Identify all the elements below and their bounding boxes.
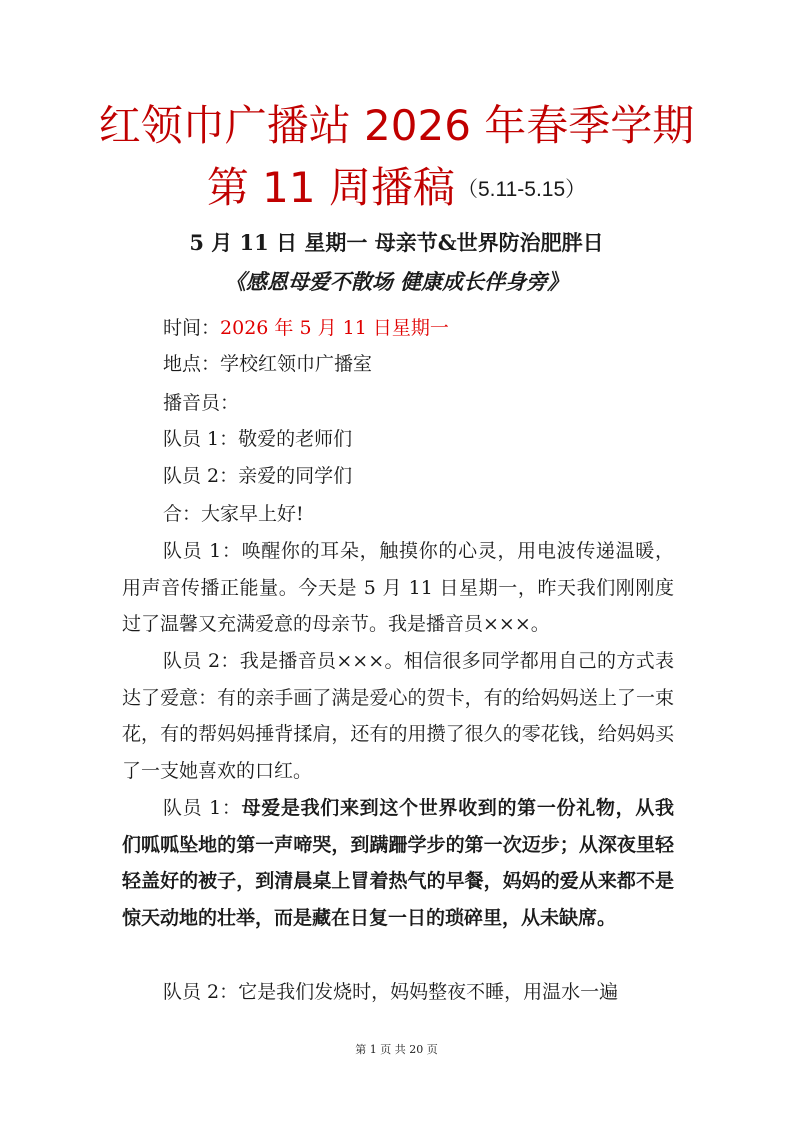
theme-heading: 《感恩母爱不散场 健康成长伴身旁》 (224, 269, 569, 294)
member1-greeting: 队员 1：敬爱的老师们 (163, 428, 353, 450)
time-line (163, 310, 449, 346)
paragraph-2: 队员 2：我是播音员×××。相信很多同学都用自己的方式表达了爱意：有的亲手画了满是爱心的贺卡，有的给妈妈送上了一束花，有的帮妈妈捶背揉肩，还有的用攒了很久的零花钱，给妈妈买了一支她喜欢的口红。 (122, 650, 674, 782)
document-title-line-2 (0, 162, 793, 216)
paragraph-4: 队员 2：它是我们发烧时，妈妈整夜不睡，用温水一遍 (163, 981, 619, 1003)
date-heading: 5 月 11 日 星期一 母亲节&世界防治肥胖日 (189, 230, 604, 255)
week-title: 第 11 周播稿 (206, 163, 455, 212)
paragraph-3-speaker: 队员 1： (163, 797, 242, 819)
member2-greeting: 队员 2：亲爱的同学们 (163, 465, 353, 487)
time-label: 时间： (163, 317, 221, 339)
paragraph-1: 队员 1：唤醒你的耳朵，触摸你的心灵，用电波传递温暖，用声音传播正能量。今天是 5 月 11 日星期一，昨天我们刚刚度过了温馨又充满爱意的母亲节。我是播音员×××。 (122, 540, 674, 635)
document-title-line-1: 红领巾广播站 2026 年春季学期 (98, 101, 695, 150)
together-greeting: 合：大家早上好! (163, 503, 304, 525)
paragraph-3 (122, 790, 674, 936)
paragraph-3-bold-text: 母爱是我们来到这个世界收到的第一份礼物，从我们呱呱坠地的第一声啼哭，到蹒跚学步的第一次迈步；从深夜里轻轻盖好的被子，到清晨桌上冒着热气的早餐，妈妈的爱从来都不是惊天动地的壮举，而是藏在日复一日的琐碎里，从未缺席。 (122, 797, 674, 929)
page-footer: 第 1 页 共 20 页 (355, 1043, 438, 1056)
announcers-line: 播音员： (163, 392, 240, 414)
place-line: 地点：学校红领巾广播室 (163, 353, 373, 375)
time-value: 2026 年 5 月 11 日星期一 (220, 317, 449, 339)
week-date-range: （5.11-5.15） (456, 178, 587, 201)
